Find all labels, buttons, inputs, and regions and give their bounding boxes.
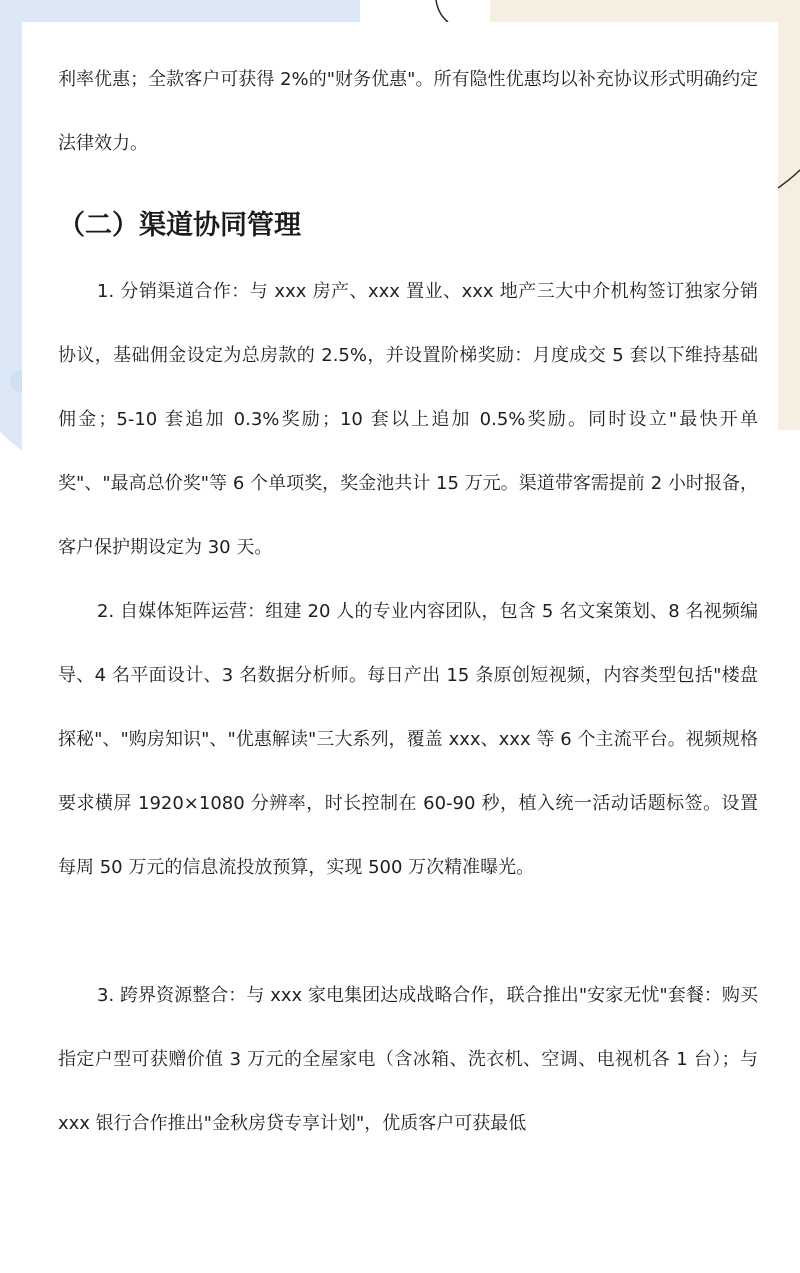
document-page xyxy=(22,22,778,1273)
list-item-self-media-matrix: 2. 自媒体矩阵运营：组建 20 人的专业内容团队，包含 5 名文案策划、8 名视频编导、4 名平面设计、3 名数据分析师。每日产出 15 条原创短视频，内容类型包括"楼盘探秘"、"购房知识"、"优惠解读"三大系列，覆盖 xxx、xxx 等 6 个主流平台。视频规格要求横屏 1920×1080 分辨率，时长控制在 60-90 秒，植入统一活动话题标签。设置每周 50 万元的信息流投放预算，实现 500 万次精准曝光。 xyxy=(58,601,758,878)
list-item-cross-border-resources: 3. 跨界资源整合：与 xxx 家电集团达成战略合作，联合推出"安家无忧"套餐：购买指定户型可获赠价值 3 万元的全屋家电（含冰箱、洗衣机、空调、电视机各 1 台）；与 xxx 银行合作推出"金秋房贷专享计划"，优质客户可获最低 xyxy=(58,985,758,1134)
intro-paragraph: 利率优惠；全款客户可获得 2%的"财务优惠"。所有隐性优惠均以补充协议形式明确约定法律效力。 xyxy=(58,69,758,154)
list-item-distribution-channel: 1. 分销渠道合作：与 xxx 房产、xxx 置业、xxx 地产三大中介机构签订独家分销协议，基础佣金设定为总房款的 2.5%，并设置阶梯奖励：月度成交 5 套以下维持基础佣金；5-10 套追加 0.3%奖励；10 套以上追加 0.5%奖励。同时设立"最快开单奖"、"最高总价奖"等 6 个单项奖，奖金池共计 15 万元。渠道带客需提前 2 小时报备，客户保护期设定为 30 天。 xyxy=(58,281,758,558)
section-heading: （二）渠道协同管理 xyxy=(58,210,301,241)
